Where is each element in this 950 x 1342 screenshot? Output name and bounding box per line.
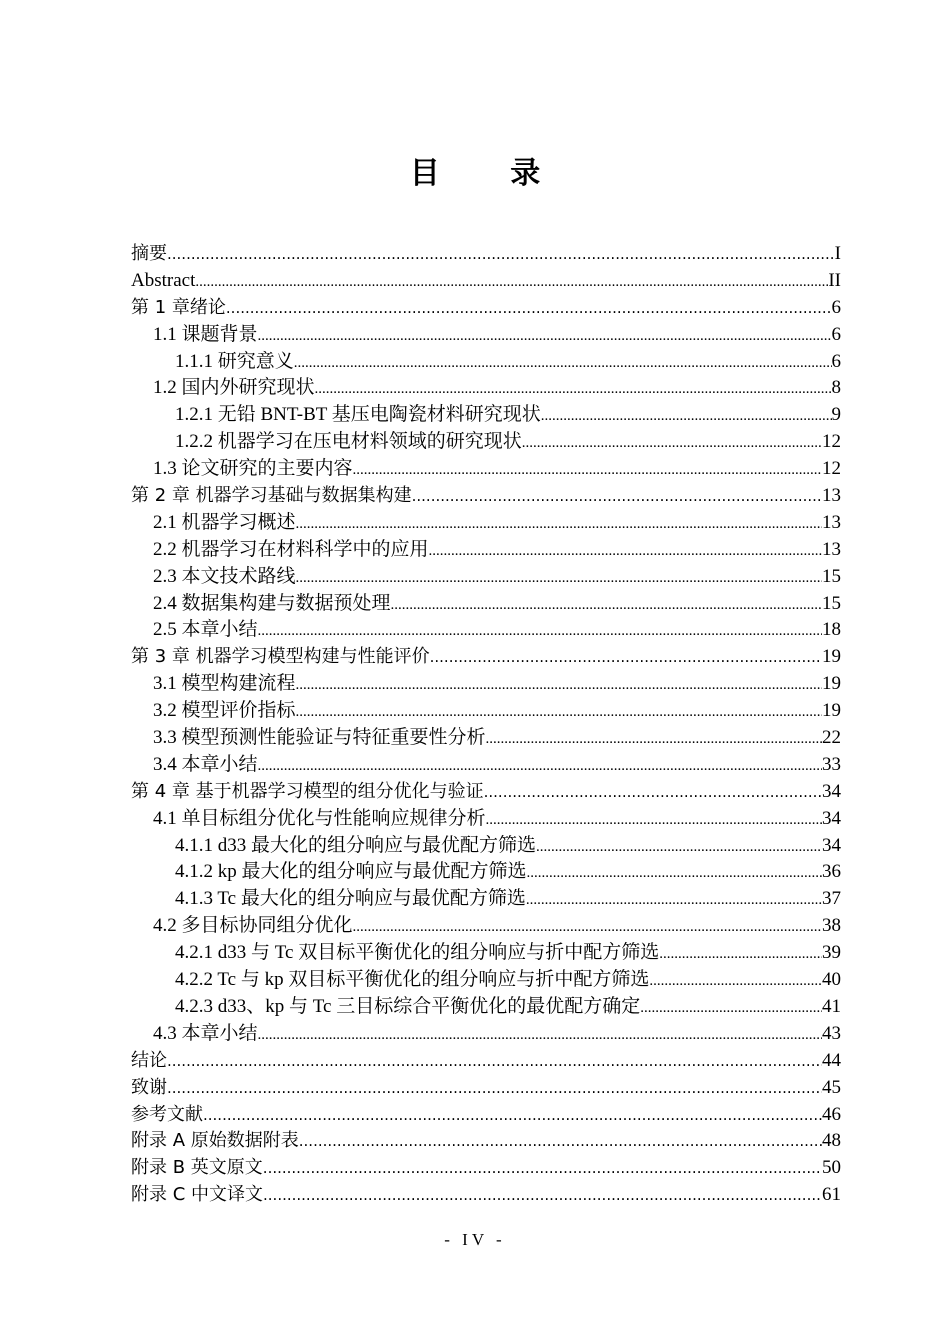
- toc-entry-label: Abstract: [131, 269, 196, 291]
- toc-entry[interactable]: [131, 698, 841, 725]
- toc-entry-label: 4.3 本章小结: [153, 1022, 258, 1044]
- toc-entry-page: 8: [831, 377, 841, 399]
- toc-entry-page: 18: [822, 619, 841, 641]
- dot-leader: [315, 376, 832, 403]
- toc-entry-page: 46: [822, 1103, 841, 1125]
- dot-leader: [296, 672, 822, 699]
- toc-entry-label: 4.1 单目标组分优化与性能响应规律分析: [153, 807, 486, 829]
- toc-entry[interactable]: [131, 1048, 841, 1075]
- toc-entry[interactable]: [131, 537, 841, 564]
- toc-entry[interactable]: [131, 322, 841, 349]
- toc-entry[interactable]: [131, 886, 841, 913]
- toc-entry-page: 6: [831, 296, 841, 318]
- dot-leader: [167, 241, 835, 268]
- toc-entry-page: 12: [822, 431, 841, 453]
- toc-entry-page: 34: [822, 780, 841, 802]
- dot-leader: [659, 941, 822, 968]
- toc-entry-label: 1.2.2 机器学习在压电材料领域的研究现状: [175, 431, 522, 453]
- toc-entry-page: 40: [822, 969, 841, 991]
- dot-leader: [353, 914, 822, 941]
- toc-entry-page: 39: [822, 942, 841, 964]
- toc-entry-label: 1.3 论文研究的主要内容: [153, 458, 353, 480]
- toc-entry-page: 38: [822, 915, 841, 937]
- toc-entry[interactable]: [131, 1182, 841, 1209]
- toc-entry-label: 4.1.1 d33 最大化的组分响应与最优配方筛选: [175, 834, 537, 856]
- dot-leader: [258, 618, 822, 645]
- toc-entry-page: 33: [822, 753, 841, 775]
- toc-entry-label: 4.2.2 Tc 与 kp 双目标平衡优化的组分响应与折中配方筛选: [175, 969, 650, 991]
- toc-entry[interactable]: [131, 752, 841, 779]
- toc-entry-page: 50: [822, 1157, 841, 1179]
- toc-entry[interactable]: [131, 429, 841, 456]
- toc-entry-page: 41: [822, 995, 841, 1017]
- toc-entry-page: 48: [822, 1130, 841, 1152]
- dot-leader: [541, 403, 832, 430]
- toc-entry[interactable]: [131, 295, 841, 322]
- toc-entry-label: 2.4 数据集构建与数据预处理: [153, 592, 391, 614]
- toc-entry-page: II: [828, 269, 841, 291]
- toc-entry-page: 36: [822, 861, 841, 883]
- dot-leader: [486, 726, 822, 753]
- dot-leader: [430, 644, 822, 671]
- toc-entry[interactable]: [131, 564, 841, 591]
- toc-entry[interactable]: [131, 940, 841, 967]
- toc-entry-label: 1.2 国内外研究现状: [153, 377, 315, 399]
- toc-entry[interactable]: [131, 859, 841, 886]
- toc-entry-page: 15: [822, 592, 841, 614]
- dot-leader: [299, 1128, 822, 1155]
- toc-entry-label: 致谢: [131, 1076, 167, 1098]
- toc-entry-label: 附录 B 英文原文: [131, 1157, 263, 1179]
- dot-leader: [527, 860, 822, 887]
- toc-entry-label: 第 2 章 机器学习基础与数据集构建: [131, 485, 412, 507]
- toc-entry-page: 37: [822, 888, 841, 910]
- toc-entry-label: 4.2.1 d33 与 Tc 双目标平衡优化的组分响应与折中配方筛选: [175, 942, 660, 964]
- toc-entry-label: 4.2.3 d33、kp 与 Tc 三目标综合平衡优化的最优配方确定: [175, 995, 641, 1017]
- dot-leader: [522, 430, 822, 457]
- toc-entry-label: 2.5 本章小结: [153, 619, 258, 641]
- toc-entry[interactable]: [131, 1102, 841, 1129]
- toc-entry[interactable]: [131, 483, 841, 510]
- toc-entry[interactable]: [131, 456, 841, 483]
- toc-entry[interactable]: [131, 994, 841, 1021]
- dot-leader: [263, 1155, 822, 1182]
- toc-entry-label: 第 4 章 基于机器学习模型的组分优化与验证: [131, 780, 484, 802]
- toc-entry-label: 2.3 本文技术路线: [153, 565, 296, 587]
- toc-entry-page: 45: [822, 1076, 841, 1098]
- toc-entry[interactable]: [131, 913, 841, 940]
- dot-leader: [294, 350, 832, 377]
- toc-entry[interactable]: [131, 241, 841, 268]
- dot-leader: [536, 834, 822, 861]
- dot-leader: [640, 995, 822, 1022]
- toc-entry-label: 第 3 章 机器学习模型构建与性能评价: [131, 646, 430, 668]
- dot-leader: [649, 968, 822, 995]
- toc-entry-page: 19: [822, 673, 841, 695]
- table-of-contents: [131, 241, 841, 1209]
- dot-leader: [167, 1075, 822, 1102]
- toc-entry[interactable]: [131, 375, 841, 402]
- toc-entry[interactable]: [131, 644, 841, 671]
- toc-entry-label: 结论: [131, 1049, 167, 1071]
- toc-entry-label: 3.2 模型评价指标: [153, 700, 296, 722]
- toc-entry-page: 9: [831, 404, 841, 426]
- toc-entry-label: 4.1.2 kp 最大化的组分响应与最优配方筛选: [175, 861, 527, 883]
- dot-leader: [353, 457, 822, 484]
- dot-leader: [258, 753, 822, 780]
- toc-entry-page: 6: [831, 350, 841, 372]
- toc-entry[interactable]: [131, 268, 841, 295]
- dot-leader: [296, 565, 822, 592]
- toc-entry[interactable]: [131, 1155, 841, 1182]
- toc-entry-page: 13: [822, 511, 841, 533]
- dot-leader: [391, 592, 822, 619]
- toc-entry[interactable]: [131, 806, 841, 833]
- toc-entry-label: 附录 A 原始数据附表: [131, 1130, 299, 1152]
- dot-leader: [526, 887, 822, 914]
- toc-entry-page: 19: [822, 700, 841, 722]
- dot-leader: [258, 1022, 822, 1049]
- toc-entry-page: 13: [822, 538, 841, 560]
- dot-leader: [263, 1182, 822, 1209]
- toc-entry[interactable]: [131, 617, 841, 644]
- toc-entry-page: 12: [822, 458, 841, 480]
- dot-leader: [486, 807, 822, 834]
- toc-entry[interactable]: [131, 833, 841, 860]
- page-number-footer: - IV -: [444, 1230, 506, 1249]
- dot-leader: [296, 699, 822, 726]
- dot-leader: [296, 511, 822, 538]
- toc-entry-label: 附录 C 中文译文: [131, 1184, 264, 1206]
- toc-entry-page: 19: [822, 646, 841, 668]
- toc-entry-label: 1.1 课题背景: [153, 323, 258, 345]
- toc-entry-page: 43: [822, 1022, 841, 1044]
- toc-entry-page: 6: [831, 323, 841, 345]
- toc-entry-page: I: [834, 243, 841, 264]
- toc-entry-page: 13: [822, 485, 841, 507]
- toc-entry-label: 4.1.3 Tc 最大化的组分响应与最优配方筛选: [175, 888, 526, 910]
- dot-leader: [484, 779, 822, 806]
- toc-entry-label: 1.1.1 研究意义: [175, 350, 294, 372]
- dot-leader: [167, 1048, 822, 1075]
- toc-entry[interactable]: [131, 967, 841, 994]
- toc-entry-page: 61: [822, 1184, 841, 1206]
- toc-entry-page: 22: [822, 727, 841, 749]
- toc-entry-label: 2.1 机器学习概述: [153, 511, 296, 533]
- toc-entry[interactable]: [131, 1128, 841, 1155]
- dot-leader: [226, 295, 832, 322]
- toc-entry-page: 15: [822, 565, 841, 587]
- toc-entry[interactable]: [131, 1075, 841, 1102]
- dot-leader: [412, 483, 822, 510]
- toc-entry[interactable]: [131, 510, 841, 537]
- page-title: 目 录: [409, 156, 571, 191]
- toc-entry[interactable]: [131, 779, 841, 806]
- dot-leader: [258, 323, 832, 350]
- toc-entry-label: 3.3 模型预测性能验证与特征重要性分析: [153, 727, 486, 749]
- toc-entry[interactable]: [131, 402, 841, 429]
- toc-entry-label: 2.2 机器学习在材料科学中的应用: [153, 538, 429, 560]
- toc-entry-label: 第 1 章绪论: [131, 296, 226, 318]
- toc-entry-label: 3.1 模型构建流程: [153, 673, 296, 695]
- toc-entry[interactable]: [131, 349, 841, 376]
- dot-leader: [195, 269, 828, 296]
- toc-entry-label: 1.2.1 无铅 BNT-BT 基压电陶瓷材料研究现状: [175, 404, 541, 426]
- toc-entry-page: 34: [822, 807, 841, 829]
- toc-entry[interactable]: [131, 725, 841, 752]
- toc-entry[interactable]: [131, 1021, 841, 1048]
- toc-entry[interactable]: [131, 671, 841, 698]
- dot-leader: [429, 538, 822, 565]
- toc-entry-label: 3.4 本章小结: [153, 753, 258, 775]
- dot-leader: [203, 1102, 822, 1129]
- toc-entry-page: 34: [822, 834, 841, 856]
- toc-entry[interactable]: [131, 591, 841, 618]
- toc-entry-label: 参考文献: [131, 1103, 203, 1125]
- toc-entry-page: 44: [822, 1049, 841, 1071]
- toc-entry-label: 摘要: [131, 243, 167, 264]
- toc-entry-label: 4.2 多目标协同组分优化: [153, 915, 353, 937]
